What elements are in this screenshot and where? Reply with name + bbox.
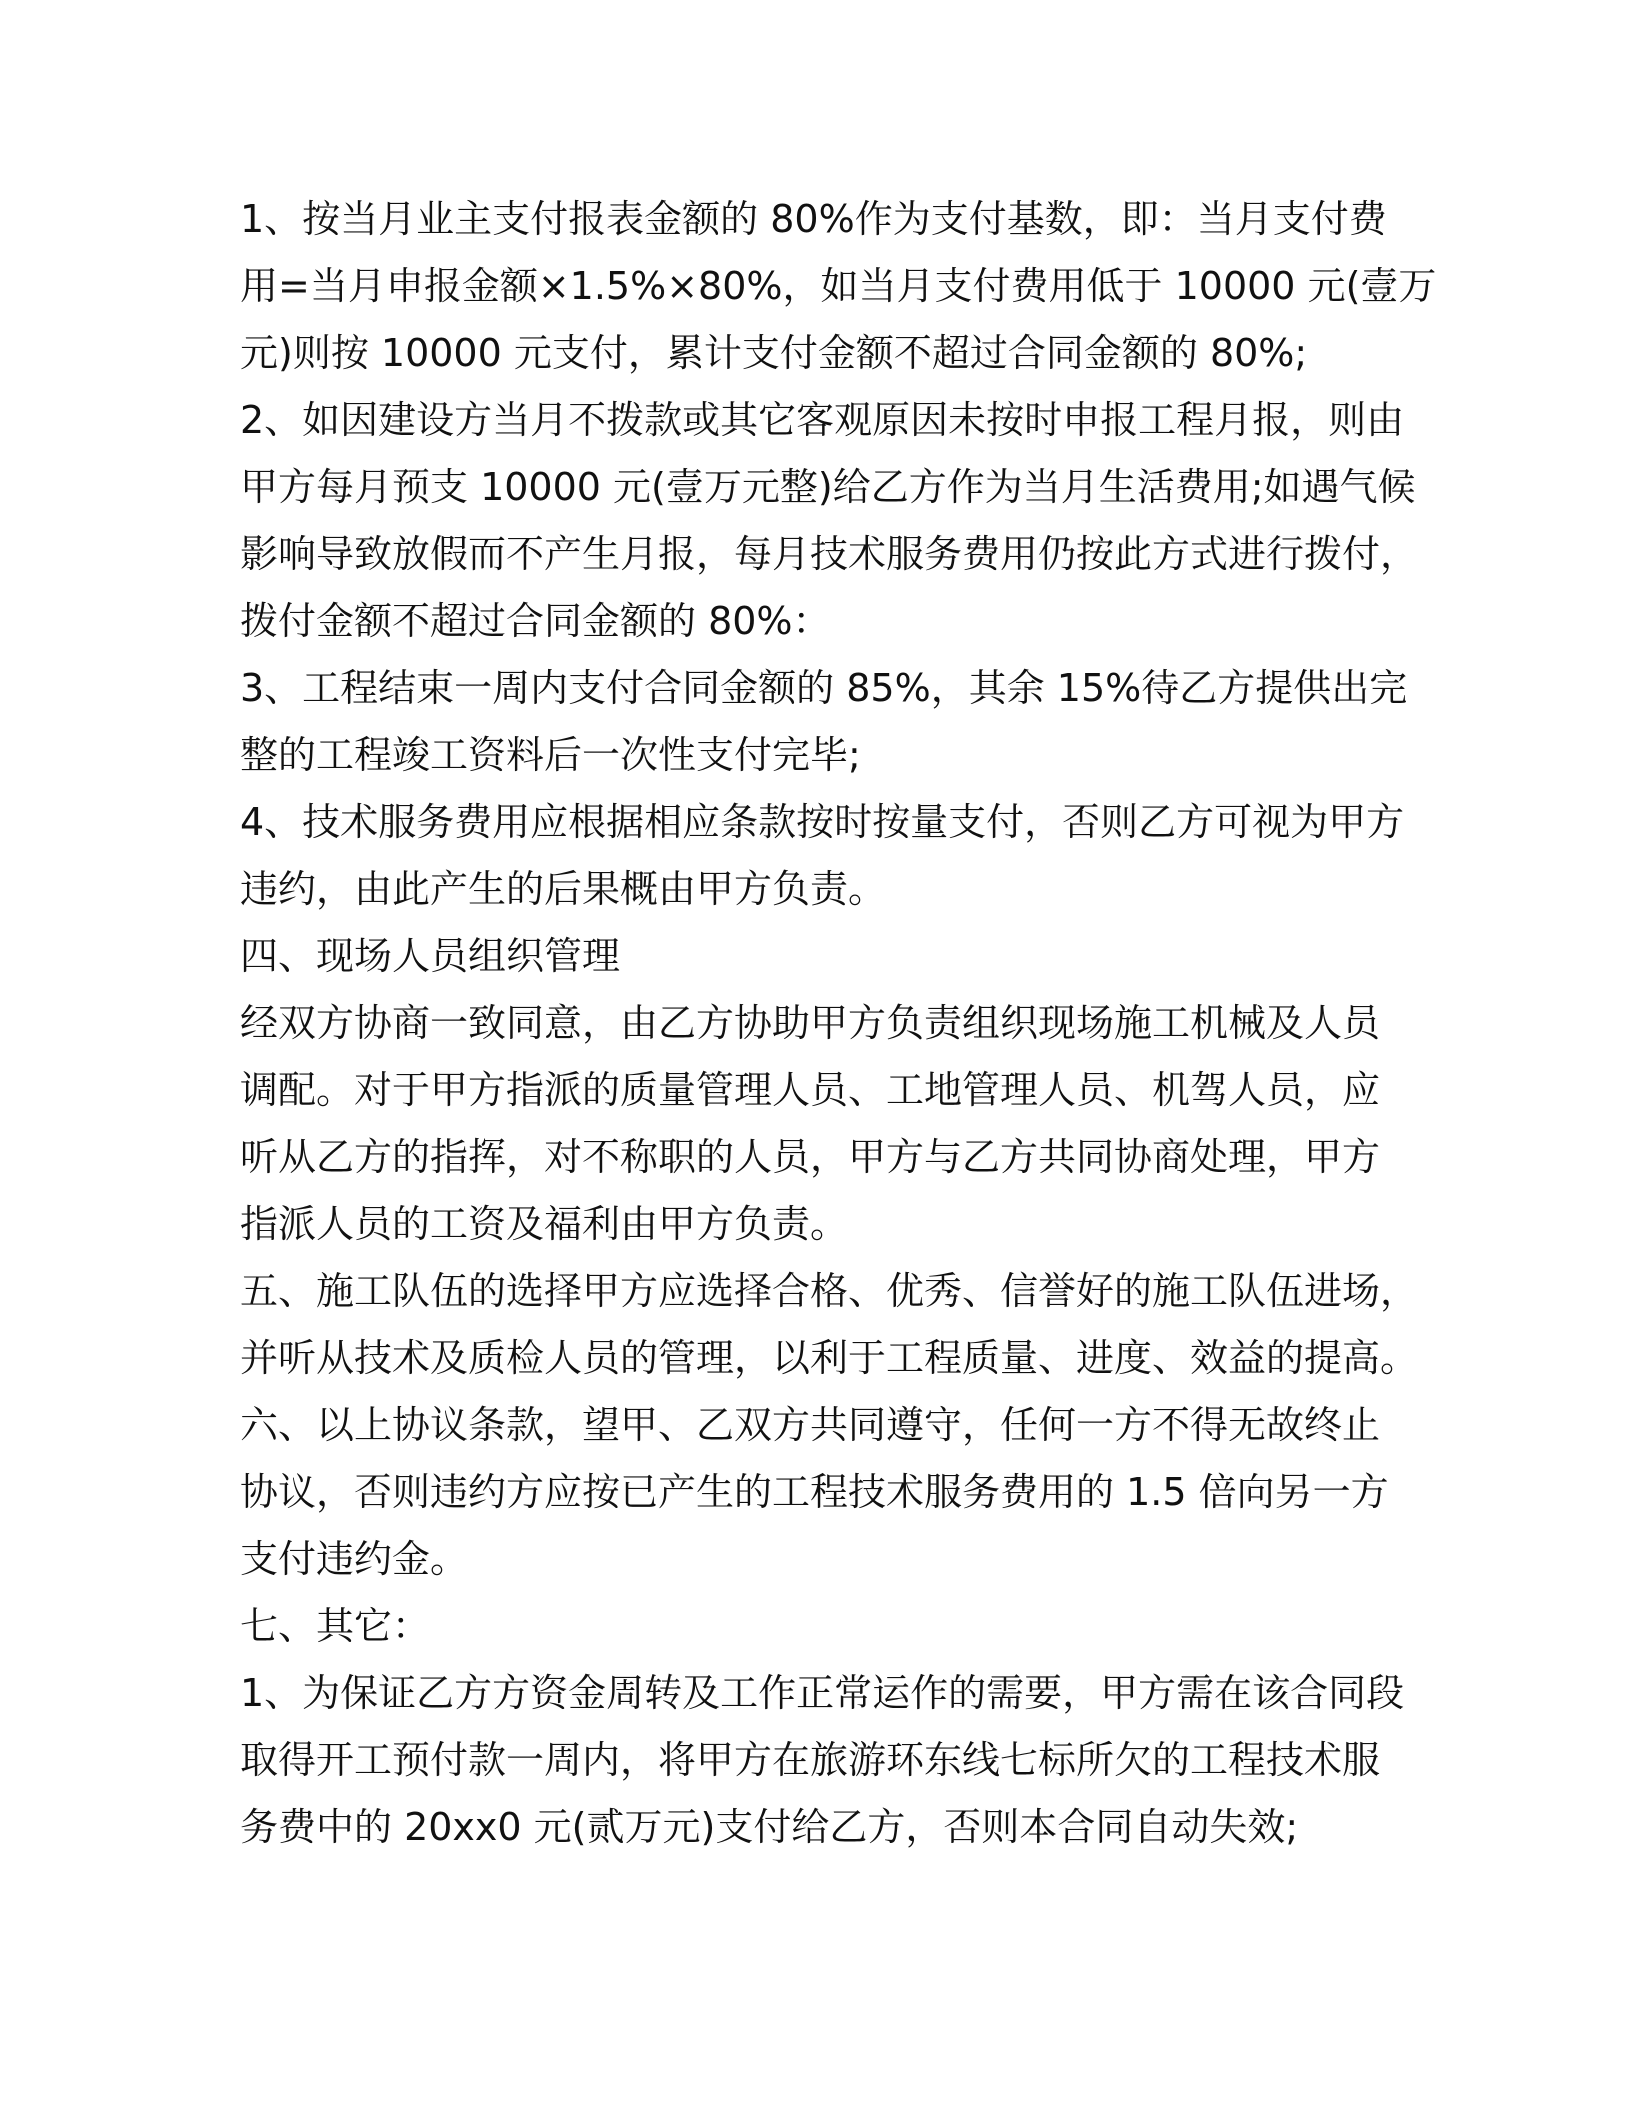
text-line: 经双方协商一致同意，由乙方协助甲方负责组织现场施工机械及人员 (240, 1001, 1381, 1045)
text-line: 指派人员的工资及福利由甲方负责。 (240, 1202, 849, 1246)
text-line: 2、如因建设方当月不拨款或其它客观原因未按时申报工程月报，则由 (240, 398, 1405, 442)
text-line: 并听从技术及质检人员的管理，以利于工程质量、进度、效益的提高。 (240, 1336, 1419, 1380)
section-heading: 七、其它： (240, 1604, 431, 1648)
text-line: 用=当月申报金额×1.5%×80%，如当月支付费用低于 10000 元(壹万 (240, 264, 1437, 308)
section-heading: 四、现场人员组织管理 (240, 934, 621, 978)
text-line: 4、技术服务费用应根据相应条款按时按量支付，否则乙方可视为甲方 (240, 800, 1405, 844)
text-line: 六、以上协议条款，望甲、乙双方共同遵守，任何一方不得无故终止 (240, 1403, 1381, 1447)
text-line: 取得开工预付款一周内，将甲方在旅游环东线七标所欠的工程技术服 (240, 1738, 1381, 1782)
text-line: 调配。对于甲方指派的质量管理人员、工地管理人员、机驾人员，应 (240, 1068, 1381, 1112)
text-line: 甲方每月预支 10000 元(壹万元整)给乙方作为当月生活费用;如遇气候 (240, 465, 1416, 509)
text-line: 1、为保证乙方方资金周转及工作正常运作的需要，甲方需在该合同段 (240, 1671, 1405, 1715)
text-line: 影响导致放假而不产生月报，每月技术服务费用仍按此方式进行拨付， (240, 532, 1419, 576)
text-line: 务费中的 20xx0 元(贰万元)支付给乙方，否则本合同自动失效; (240, 1805, 1299, 1849)
text-line: 整的工程竣工资料后一次性支付完毕; (240, 733, 861, 777)
text-line: 元)则按 10000 元支付，累计支付金额不超过合同金额的 80%; (240, 331, 1308, 375)
text-line: 协议，否则违约方应按已产生的工程技术服务费用的 1.5 倍向另一方 (240, 1470, 1389, 1514)
text-line: 3、工程结束一周内支付合同金额的 85%，其余 15%待乙方提供出完 (240, 666, 1408, 710)
text-line: 拨付金额不超过合同金额的 80%： (240, 599, 831, 643)
text-line: 五、施工队伍的选择甲方应选择合格、优秀、信誉好的施工队伍进场， (240, 1269, 1419, 1313)
text-line: 支付违约金。 (240, 1537, 469, 1581)
text-line: 听从乙方的指挥，对不称职的人员，甲方与乙方共同协商处理，甲方 (240, 1135, 1381, 1179)
text-line: 违约，由此产生的后果概由甲方负责。 (240, 867, 887, 911)
text-line: 1、按当月业主支付报表金额的 80%作为支付基数，即：当月支付费 (240, 197, 1387, 241)
